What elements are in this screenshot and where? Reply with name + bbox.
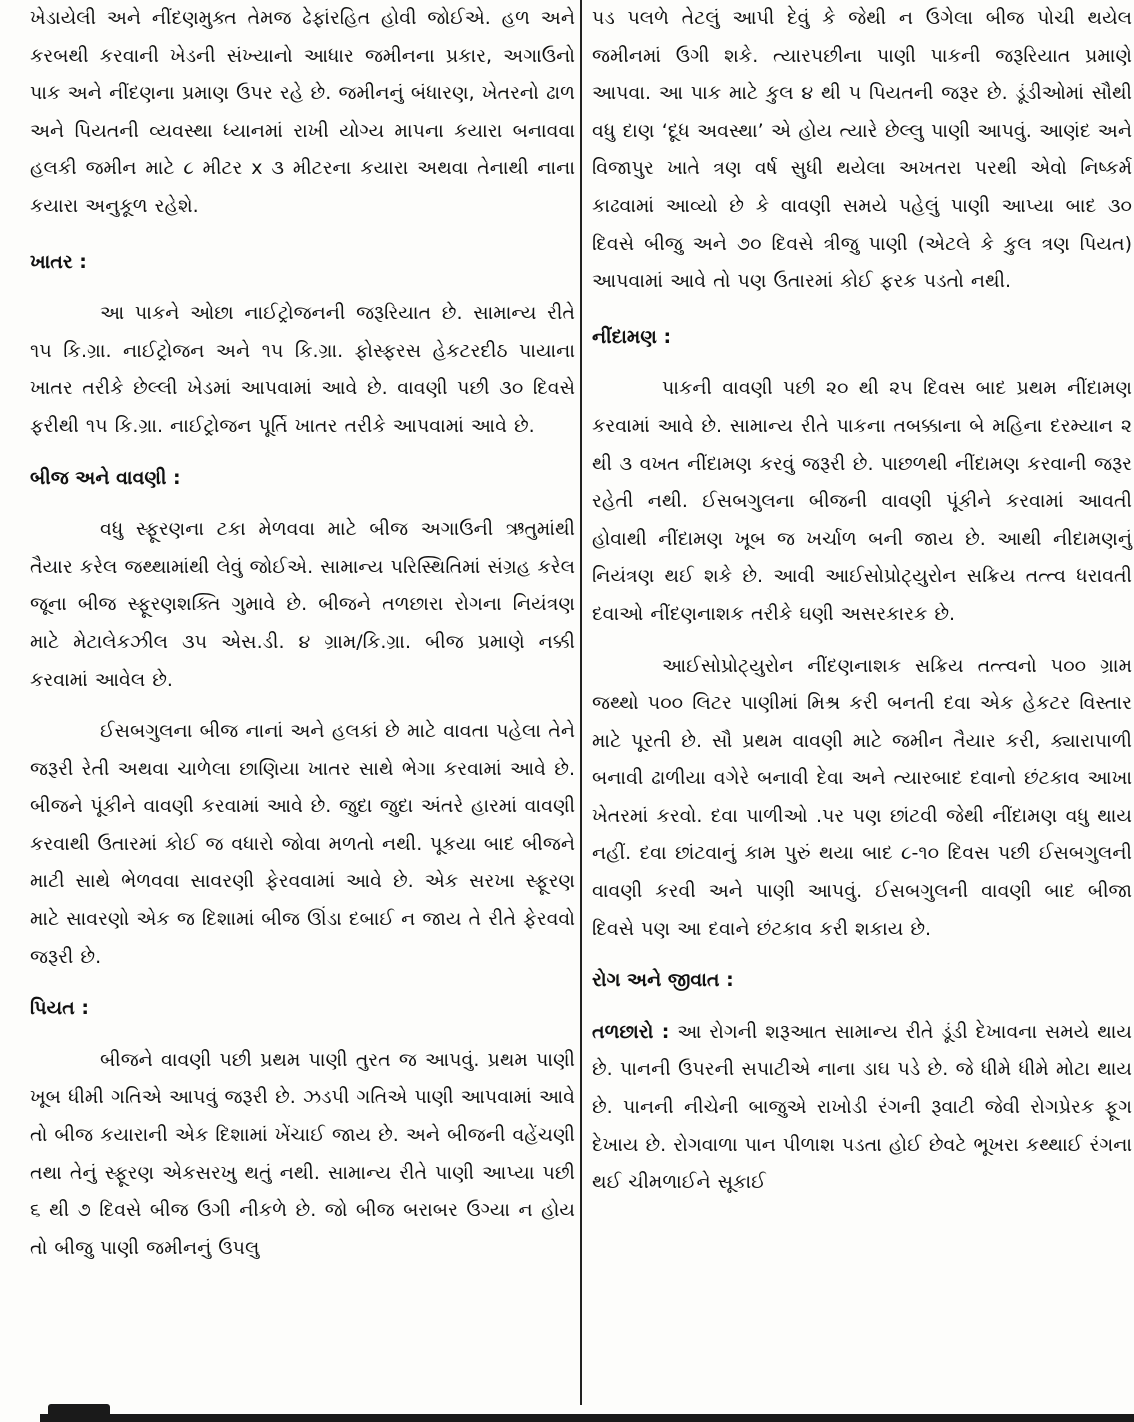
talchharo-text: આ રોગની શરૂઆત સામાન્ય રીતે ડૂંડી દેખાવના સમયે થાય છે. પાનની ઉપરની સપાટીએ નાના ડાઘ પડે છે. જે ધીમે ધીમે મોટા થાય છે. પાનની નીચેની બાજુએ રાખોડી રંગની રૂવાટી જેવી રોગપ્રેરક ફૂગ દેખાય છે. રોગવાળા પાન પીળાશ પડતા હોઈ છેવટે ભૂખરા કથ્થાઈ રંગના થઈ ચીમળાઈને સૂકાઈ [592, 1020, 1132, 1194]
heading-piyat: પિયત : [30, 997, 89, 1020]
talchharo-lead: તળછારો : [592, 1020, 670, 1043]
paragraph-bij-1: વધુ સ્ફૂરણના ટકા મેળવવા માટે બીજ અગાઉની ઋતુમાંથી તૈયાર કરેલ જથ્થામાંથી લેવું જોઈએ. સામાન્ય પરિસ્થિતિમાં સંગ્રહ કરેલ જૂના બીજ સ્ફૂરણશક્તિ ગુમાવે છે. બીજને તળછારા રોગના નિયંત્રણ માટે મેટાલેકઝીલ ૩૫ એસ.ડી. ૪ ગ્રામ/કિ.ગ્રા. બીજ પ્રમાણે નક્કી કરવામાં આવેલ છે. [30, 518, 575, 691]
paragraph-khatar: આ પાકને ઓછા નાઈટ્રોજનની જરૂરિયાત છે. સામાન્ય રીતે ૧૫ કિ.ગ્રા. નાઈટ્રોજન અને ૧૫ કિ.ગ્રા. ફોસ્ફરસ હેકટરદીઠ પાયાના ખાતર તરીકે છેલ્લી ખેડમાં આપવામાં આવે છે. વાવણી પછી ૩૦ દિવસે ફરીથી ૧૫ કિ.ગ્રા. નાઈટ્રોજન પૂર્તિ ખાતર તરીકે આપવામાં આવે છે. [30, 302, 575, 437]
paragraph-nindaman-2: આઈસોપ્રોટ્યુરોન નીંદણનાશક સક્રિય તત્ત્વનો ૫૦૦ ગ્રામ જથ્થો ૫૦૦ લિટર પાણીમાં મિશ્ર કરી બનતી દવા એક હેકટર વિસ્તાર માટે પૂરતી છે. સૌ પ્રથમ વાવણી માટે જમીન તૈયાર કરી, ક્યારાપાળી બનાવી ઢાળીયા વગેરે બનાવી દેવા અને ત્યારબાદ દવાનો છંટકાવ આખા ખેતરમાં કરવો. દવા પાળીઓ .પર પણ છાંટવી જેથી નીંદામણ વધુ થાય નહીં. દવા છાંટવાનું કામ પુરું થયા બાદ ૮-૧૦ દિવસ પછી ઈસબગુલની વાવણી કરવી અને પાણી આપવું. ઈસબગુલની વાવણી બાદ બીજા દિવસે પણ આ દવાને છંટકાવ કરી શકાય છે. [592, 654, 1132, 940]
right-column [592, 0, 1132, 1202]
paragraph-continued: પડ પલળે તેટલું આપી દેવું કે જેથી ન ઉગેલા બીજ પોચી થયેલ જમીનમાં ઉગી શકે. ત્યારપછીના પાણી પાકની જરૂરિયાત પ્રમાણે આપવા. આ પાક માટે કુલ ૪ થી ૫ પિયતની જરૂર છે. ડૂંડીઓમાં સૌથી વધુ દાણ ‘દૂધ અવસ્થા’ એ હોય ત્યારે છેલ્લુ પાણી આપવું. આણંદ અને વિજાપુર ખાતે ત્રણ વર્ષ સુધી થયેલા અખતરા પરથી એવો નિષ્કર્મ કાઢવામાં આવ્યો છે કે વાવણી સમયે પહેલું પાણી આપ્યા બાદ ૩૦ દિવસે બીજુ અને ૭૦ દિવસે ત્રીજુ પાણી (એટલે કે કુલ ત્રણ પિયત) આપવામાં આવે તો પણ ઉતારમાં કોઈ ફરક પડતો નથી. [592, 7, 1132, 293]
paragraph-piyat: બીજને વાવણી પછી પ્રથમ પાણી તુરત જ આપવું. પ્રથમ પાણી ખૂબ ધીમી ગતિએ આપવું જરૂરી છે. ઝડપી ગતિએ પાણી આપવામાં આવે તો બીજ કયારાની એક દિશામાં ખેંચાઈ જાય છે. અને બીજની વહેંચણી તથા તેનું સ્ફૂરણ એકસરખુ થતું નથી. સામાન્ય રીતે પાણી આપ્યા પછી ૬ થી ૭ દિવસે બીજ ઉગી નીકળે છે. જો બીજ બરાબર ઉગ્યા ન હોય તો બીજુ પાણી જમીનનું ઉપલુ [30, 1048, 575, 1259]
heading-khatar: ખાતર : [30, 250, 87, 273]
paragraph-bij-2: ઈસબગુલના બીજ નાનાં અને હલકાં છે માટે વાવતા પહેલા તેને જરૂરી રેતી અથવા ચાળેલા છાણિયા ખાતર સાથે ભેગા કરવામાં આવે છે. બીજને પૂંકીને વાવણી કરવામાં આવે છે. જુદા જુદા અંતરે હારમાં વાવણી કરવાથી ઉતારમાં કોઈ જ વધારો જોવા મળતો નથી. પૂકયા બાદ બીજને માટી સાથે ભેળવવા સાવરણી ફેરવવામાં આવે છે. એક સરખા સ્ફૂરણ માટે સાવરણો એક જ દિશામાં બીજ ઊંડા દબાઈ ન જાય તે રીતે ફેરવવો જરૂરી છે. [30, 720, 575, 968]
heading-nindaman: નીંદામણ : [592, 325, 672, 348]
heading-bij-vavni: બીજ અને વાવણી : [30, 466, 181, 489]
bottom-rule [40, 1414, 1134, 1422]
left-column [30, 0, 575, 1267]
paragraph-intro: ખેડાયેલી અને નીંદણમુક્ત તેમજ ઢેફાંરહિત હોવી જોઈએ. હળ અને કરબથી કરવાની ખેડની સંખ્યાનો આધાર જમીનના પ્રકાર, અગાઉનો પાક અને નીંદણના પ્રમાણ ઉપર રહે છે. જમીનનું બંધારણ, ખેતરનો ઢાળ અને પિયતની વ્યવસ્થા ધ્યાનમાં રાખી યોગ્ય માપના કયારા બનાવવા હલકી જમીન માટે ૮ મીટર x ૩ મીટરના કયારા અથવા તેનાથી નાના કયારા અનુકૂળ રહેશે. [30, 7, 575, 217]
paragraph-talchharo [592, 1014, 1132, 1202]
heading-rog-jivat: રોગ અને જીવાત : [592, 969, 734, 992]
paragraph-nindaman-1: પાકની વાવણી પછી ૨૦ થી ૨૫ દિવસ બાદ પ્રથમ નીંદામણ કરવામાં આવે છે. સામાન્ય રીતે પાકના તબક્કાના બે મહિના દરમ્યાન ૨ થી ૩ વખત નીંદામણ કરવું જરૂરી છે. પાછળથી નીંદામણ કરવાની જરૂર રહેતી નથી. ઈસબગુલના બીજની વાવણી પૂંકીને કરવામાં આવતી હોવાથી નીંદામણ ખૂબ જ ખર્ચાળ બની જાય છે. આથી નીદામણનું નિયંત્રણ થઈ શકે છે. આવી આઈસોપ્રોટ્યુરોન સક્રિય તત્ત્વ ધરાવતી દવાઓ નીંદણનાશક તરીકે ઘણી અસરકારક છે. [592, 377, 1132, 625]
column-divider [580, 0, 582, 1405]
